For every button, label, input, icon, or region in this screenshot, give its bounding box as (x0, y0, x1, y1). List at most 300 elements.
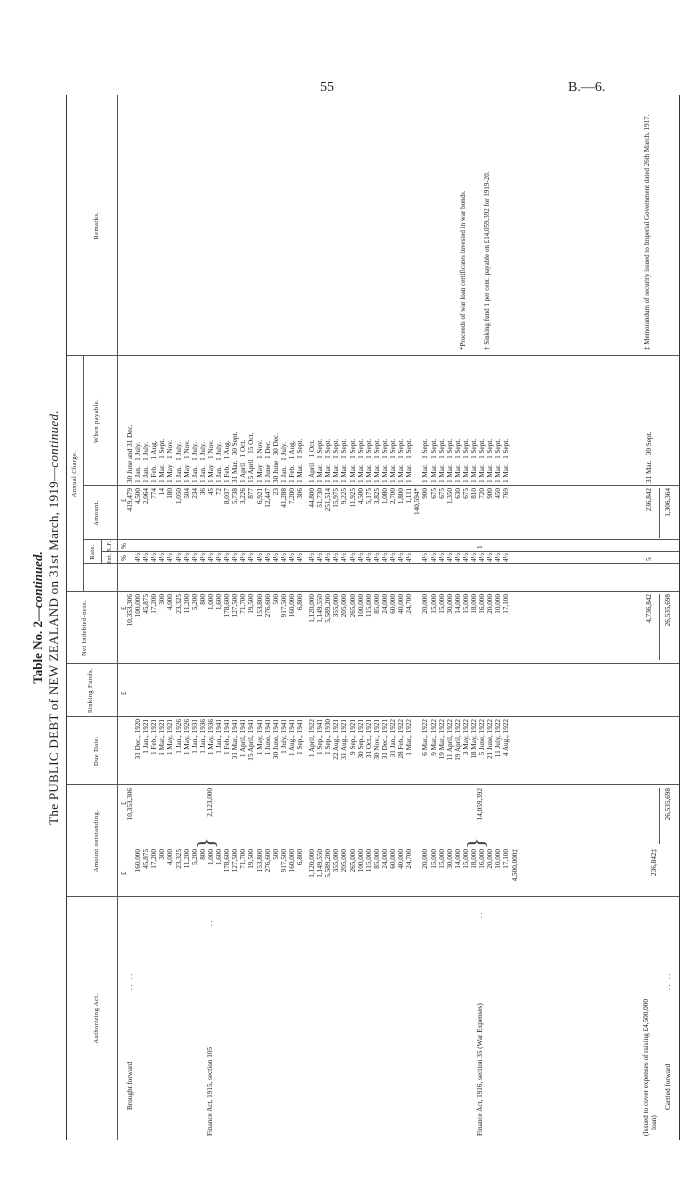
row-when-payable: 1 Mar. 1 Sept. (340, 438, 349, 483)
row-net-indebtedness: 800 (198, 594, 207, 605)
row-net-indebtedness: 60,000 (389, 594, 397, 614)
row-interest-rate: 4½ (158, 553, 167, 562)
row-when-payable: 1 May 1 Nov. (206, 439, 215, 483)
issued-row-charge: 236,842 (645, 488, 653, 512)
row-when-payable: 1 Mar. 1 Sept. (461, 438, 470, 483)
row-interest-rate: 4½ (223, 553, 232, 562)
row-when-payable: 1 Mar. 1 Sept. (324, 438, 333, 483)
row-annual-amount: 504 (182, 488, 191, 499)
row-amount-outstanding: 15,000 (437, 849, 446, 869)
header-remarks: Remarks. (93, 211, 100, 240)
row-interest-rate: 4½ (340, 553, 349, 562)
row-due-date: 1 July, 1941 (279, 719, 288, 754)
row-when-payable: 1 Mar. 1 Sept. (421, 438, 430, 483)
total-rule (659, 594, 660, 660)
rate-rule (101, 540, 102, 564)
row-net-indebtedness: 127,500 (231, 594, 240, 618)
row-net-indebtedness: 5,589,200 (324, 594, 333, 623)
row-due-date: 1 Jan., 1926 (174, 719, 183, 754)
row-when-payable: 1 Jan. 1 July. (198, 442, 207, 483)
group1-label: Finance Act, 1915, section 105 (206, 1046, 214, 1136)
remark-war-loan: *Proceeds of war loan certificates invested in war bonds. (459, 190, 467, 350)
row-interest-rate: 4½ (308, 553, 316, 562)
header-rule (117, 95, 118, 1140)
row-when-payable: 1 Mar. 1 Sept. (296, 438, 304, 483)
row-due-date: 31 Mar., 1941 (231, 719, 240, 760)
debt-table (66, 95, 680, 1140)
row-net-indebtedness: 5,200 (190, 594, 199, 611)
row-net-indebtedness: 10,000 (494, 594, 503, 614)
row-annual-amount: 44,800 (308, 488, 316, 508)
group2-label: Finance Act, 1916, section 35 (War Expenses) (476, 1003, 484, 1136)
row-when-payable: 1 Mar. 1 Sept. (502, 438, 511, 483)
row-interest-rate: 4½ (296, 553, 304, 562)
row-amount-outstanding: 16,000 (478, 849, 487, 869)
row-net-indebtedness: 24,000 (380, 594, 389, 614)
page-number: 55 (320, 80, 334, 95)
row-when-payable: 1 Jan. 1 July. (279, 442, 288, 483)
row-when-payable: 1 April 1 Oct. (308, 439, 316, 483)
row-annual-amount: 1,350 (445, 488, 454, 505)
row-interest-rate: 4½ (271, 553, 280, 562)
row-interest-rate: 4½ (429, 553, 438, 562)
issued-row-when: 31 Mar. 30 Sept. (645, 431, 653, 483)
row-amount-outstanding: 10,000 (494, 849, 503, 869)
row-annual-amount: 1,050 (174, 488, 183, 505)
header-rate: Rate. (89, 544, 96, 560)
row-amount-outstanding: 153,800 (255, 849, 264, 873)
row-when-payable: 1 Mar. 1 Sept. (332, 438, 341, 483)
row-due-date: 19 Mar., 1922 (437, 719, 446, 760)
row-net-indebtedness: 20,000 (486, 594, 495, 614)
row-interest-rate: 4½ (348, 553, 357, 562)
row-amount-outstanding: 276,600 (263, 849, 272, 873)
row-when-payable: 1 Mar. 1 Sept. (316, 438, 325, 483)
row-amount-outstanding: 6,800 (296, 849, 304, 866)
row-when-payable: 1 Feb. 1 Aug. (150, 440, 159, 483)
row-net-indebtedness: 1,120,000 (308, 594, 316, 623)
row-annual-amount: 675 (461, 488, 470, 499)
row-due-date: 1 May, 1936 (206, 719, 215, 756)
row-net-indebtedness: 178,600 (223, 594, 232, 618)
table-title (30, 95, 46, 1140)
row-when-payable: 1 Mar. 1 Sept. (397, 438, 406, 483)
row-annual-amount: 675 (429, 488, 438, 499)
row-annual-amount: 5,175 (364, 488, 373, 505)
row-interest-rate: 4½ (174, 553, 183, 562)
row-annual-amount: 2,700 (389, 488, 397, 505)
row-due-date: 1 Feb., 1921 (150, 719, 159, 755)
row-annual-amount: 51,730 (316, 488, 325, 508)
row-annual-amount: 36 (198, 488, 207, 496)
unit-pound: £ (120, 801, 128, 805)
row-when-payable: 1 Mar. 1 Sept. (372, 438, 381, 483)
unit-percent: % (120, 543, 128, 549)
row-amount-outstanding: 71,700 (239, 849, 248, 869)
row-due-date: 30 Sep., 1921 (356, 719, 365, 759)
carried-forward-label: Carried forward (664, 1063, 672, 1110)
col-divider (67, 591, 679, 592)
annual-charge-rule (83, 356, 84, 592)
row-net-indebtedness: 115,000 (364, 594, 373, 618)
group2-subtotal: 14,059,392 (476, 788, 484, 821)
row-interest-rate: 4½ (364, 553, 373, 562)
row-net-indebtedness: 85,000 (372, 594, 381, 614)
row-annual-amount: 5,738 (231, 488, 240, 505)
row-due-date: 1 May, 1941 (255, 719, 264, 756)
row-due-date: 22 Aug., 1921 (332, 719, 341, 760)
row-interest-rate: 4½ (239, 553, 248, 562)
row-interest-rate: 4½ (461, 553, 470, 562)
total-rule (659, 788, 660, 844)
row-interest-rate: 4½ (182, 553, 191, 562)
row-annual-amount: 8,037 (223, 488, 232, 505)
row-annual-amount: 769 (502, 488, 511, 499)
row-when-payable: 1 Mar. 1 Sept. (380, 438, 389, 483)
row-annual-amount: 3,226 (239, 488, 248, 505)
unit-percent: % (120, 555, 128, 561)
row-interest-rate: 4½ (150, 553, 159, 562)
row-annual-amount: 900 (421, 488, 430, 499)
header-sinking-funds: Sinking Funds. (87, 668, 94, 713)
row-annual-amount: 2,064 (142, 488, 151, 505)
row-annual-amount: 810 (470, 488, 478, 499)
row-amount-outstanding: 60,000 (389, 849, 397, 869)
row-annual-amount: 180 (166, 488, 175, 499)
row-amount-outstanding: 20,000 (421, 849, 430, 869)
row-due-date: 1 May, 1921 (166, 719, 175, 756)
col-divider (67, 663, 679, 664)
row-net-indebtedness: 17,200 (150, 594, 159, 614)
row-interest-rate: 4½ (263, 553, 272, 562)
row-due-date: 1 May, 1926 (182, 719, 191, 756)
row-when-payable: 1 Mar. 1 Sept. (453, 438, 462, 483)
row-net-indebtedness: 19,500 (247, 594, 256, 614)
row-amount-outstanding: 355,000 (332, 849, 341, 873)
row-amount-outstanding: 11,200 (182, 849, 191, 869)
group2-dots: . . (476, 912, 484, 918)
row-when-payable: 1 Feb. 1 Aug. (223, 440, 232, 483)
row-net-indebtedness: 4,000 (166, 594, 175, 611)
row-due-date: 3 May, 1922 (461, 719, 470, 756)
row-annual-amount: 1,080 (380, 488, 389, 505)
row-annual-amount: 11,925 (348, 488, 357, 508)
row-annual-amount: 251,514 (324, 488, 333, 512)
row-annual-amount: 3,825 (372, 488, 381, 505)
row-interest-rate: 4½ (372, 553, 381, 562)
row-interest-rate: 4½ (486, 553, 495, 562)
row-net-indebtedness: 1,000 (206, 594, 215, 611)
row-annual-amount: 877 (247, 488, 256, 499)
row-due-date: 11 April, 1922 (445, 719, 454, 761)
row-due-date: 18 May, 1922 (470, 719, 478, 759)
row-interest-rate: 4½ (206, 553, 215, 562)
issued-row-amount: 236,842‡ (650, 849, 658, 876)
row-net-indebtedness: 71,700 (239, 594, 248, 614)
row-amount-outstanding: 40,000 (397, 849, 406, 869)
row-interest-rate: 4½ (502, 553, 511, 562)
row-due-date: 1 June, 1941 (263, 719, 272, 756)
row-amount-outstanding: 19,500 (247, 849, 256, 869)
brought-forward-net: 10,353,306 (126, 594, 134, 627)
row-annual-amount: 306 (296, 488, 304, 499)
row-amount-outstanding: 115,000 (364, 849, 373, 873)
col-divider (67, 355, 679, 356)
group2-brace: } (464, 837, 490, 849)
row-due-date: 11 July, 1922 (494, 719, 503, 758)
issued-row-net: 4,736,842 (645, 594, 653, 623)
row-amount-outstanding: 160,000 (287, 849, 296, 873)
row-net-indebtedness: 205,000 (340, 594, 349, 618)
header-due-date: Due Date. (93, 736, 100, 766)
row-interest-rate: 4½ (231, 553, 240, 562)
carried-forward-net: 26,535,698 (664, 594, 672, 627)
row-amount-outstanding: 500 (271, 849, 280, 860)
col-divider (67, 896, 679, 897)
row-interest-rate: 4½ (287, 553, 296, 562)
unit-pound: £ (120, 871, 128, 875)
row-amount-outstanding: 100,000 (356, 849, 365, 873)
remark-sinking-fund: † Sinking fund 1 per cent. payable on £14,059,392 for 1919-20. (483, 171, 491, 350)
row-interest-rate: 4½ (142, 553, 151, 562)
row-amount-outstanding: 5,589,200 (324, 849, 333, 878)
row-net-indebtedness: 15,000 (437, 594, 446, 614)
row-net-indebtedness: 355,000 (332, 594, 341, 618)
header-amount: Amount. (93, 500, 100, 526)
group2-sinking-rate: 1 (476, 545, 484, 549)
row-due-date: 1 Aug., 1941 (287, 719, 296, 757)
row-when-payable: 1 Jan. 1 July. (134, 442, 142, 483)
row-due-date: 1 Feb., 1941 (223, 719, 232, 755)
row-net-indebtedness: 160,000 (287, 594, 296, 618)
header-when-payable: When payable. (93, 398, 100, 444)
row-when-payable: 30 June 30 Dec. (271, 433, 280, 483)
header-net-indebtedness: Net Indebted-ness. (81, 600, 88, 656)
group1-subtotal: 2,123,000 (206, 788, 214, 817)
brought-forward-total: 10,353,306 (126, 788, 134, 821)
row-annual-amount: 630 (453, 488, 462, 499)
row-amount-outstanding: 1,120,000 (308, 849, 316, 878)
row-net-indebtedness: 40,000 (397, 594, 406, 614)
row-interest-rate: 4½ (247, 553, 256, 562)
row-annual-amount: 23 (271, 488, 280, 496)
row-annual-amount: 12,447 (263, 488, 272, 508)
row-net-indebtedness: 917,500 (279, 594, 288, 618)
row-when-payable: 1 Mar. 1 Sept. (429, 438, 438, 483)
row-due-date: 31 Dec., 1921 (380, 719, 389, 760)
row-due-date: 9 Mar., 1922 (429, 719, 438, 756)
carried-forward-dots: . . . . (664, 973, 672, 990)
row-interest-rate: 4½ (389, 553, 397, 562)
row-annual-amount: 6,921 (255, 488, 264, 505)
row-when-payable: 1 May 1 Nov. (182, 439, 191, 483)
row-interest-rate: 4½ (397, 553, 406, 562)
row-amount-outstanding: 23,325 (174, 849, 183, 869)
remark-memorandum: ‡ Memorandum of security issued to Imperial Government dated 26th March, 1917. (643, 114, 651, 350)
row-due-date: 1 April, 1941 (239, 719, 248, 758)
row-due-date: 9 Sep., 1921 (348, 719, 357, 755)
row-net-indebtedness: 11,200 (182, 594, 191, 614)
row-due-date: 28 Feb., 1922 (397, 719, 406, 759)
row-amount-outstanding: 5,200 (190, 849, 199, 866)
col-divider (67, 784, 679, 785)
row-annual-amount: 900 (486, 488, 495, 499)
row-due-date: 1 Mar., 1922 (405, 719, 414, 756)
unit-pound: £ (120, 691, 128, 695)
row-due-date: 15 April, 1941 (247, 719, 256, 761)
row-due-date: 1 Mar., 1921 (158, 719, 167, 756)
row-net-indebtedness: 265,000 (348, 594, 357, 618)
row-amount-outstanding: 160,000 (134, 849, 142, 873)
row-amount-outstanding: 15,000 (461, 849, 470, 869)
row-when-payable: 1 Jan. 1 July. (174, 442, 183, 483)
row-amount-outstanding: 917,500 (279, 849, 288, 873)
brought-forward-dots: . . . . (126, 973, 134, 990)
row-net-indebtedness: 17,100 (502, 594, 511, 614)
row-net-indebtedness: 100,000 (356, 594, 365, 618)
row-interest-rate: 4½ (190, 553, 199, 562)
rotated-table (30, 95, 680, 1140)
header-rate-sf: S.F. (106, 540, 113, 552)
row-due-date: 1 Sep., 1941 (316, 719, 325, 755)
unit-pound: £ (120, 606, 128, 610)
row-interest-rate: 4½ (255, 553, 264, 562)
row-annual-amount: 450 (494, 488, 503, 499)
issued-row-label-2: loan) (650, 1115, 658, 1130)
row-amount-outstanding: 4,500,000‡ (510, 849, 519, 882)
row-net-indebtedness: 30,000 (445, 594, 454, 614)
row-interest-rate: 4½ (470, 553, 478, 562)
rotated-table-wrapper (30, 95, 680, 1140)
row-amount-outstanding: 1,600 (215, 849, 223, 866)
row-when-payable: 1 Mar. 1 Sept. (470, 438, 478, 483)
table-subtitle-suffix: continued. (46, 410, 61, 468)
row-interest-rate: 4½ (437, 553, 446, 562)
row-interest-rate: 4½ (421, 553, 430, 562)
table-subtitle (46, 95, 62, 1140)
row-when-payable: 1 Jan. 1 July. (215, 442, 223, 483)
row-net-indebtedness: 16,000 (478, 594, 487, 614)
row-due-date: 1 Jan., 1931 (190, 719, 199, 754)
row-interest-rate: 4½ (453, 553, 462, 562)
row-when-payable: 1 Mar. 1 Sept. (437, 438, 446, 483)
row-amount-outstanding: 300 (158, 849, 167, 860)
total-rule (659, 488, 660, 538)
row-amount-outstanding: 85,000 (372, 849, 381, 869)
row-amount-outstanding: 14,000 (453, 849, 462, 869)
row-when-payable: 1 Mar. 1 Sept. (486, 438, 495, 483)
row-net-indebtedness: 300 (158, 594, 167, 605)
row-net-indebtedness: 100,000 (134, 594, 142, 618)
row-net-indebtedness: 23,325 (174, 594, 183, 614)
unit-pound: £ (120, 498, 128, 502)
header-rate-int: Int. (106, 552, 113, 564)
carried-forward-charge: 1,306,364 (664, 488, 672, 517)
row-annual-amount: 720 (478, 488, 487, 499)
row-interest-rate: 4½ (356, 553, 365, 562)
row-annual-amount: 41,288 (279, 488, 288, 508)
header-authorizing-act: Authorizing Act. (93, 993, 100, 1044)
header-amount-outstanding: Amount outstanding. (93, 809, 100, 873)
row-annual-amount: 774 (150, 488, 159, 499)
row-when-payable: 1 Mar. 1 Sept. (445, 438, 454, 483)
header-annual-charge: Annual Charge. (71, 450, 78, 498)
row-amount-outstanding: 205,000 (340, 849, 349, 873)
row-net-indebtedness: 15,000 (461, 594, 470, 614)
row-when-payable: 1 Mar. 1 Sept. (405, 438, 414, 483)
row-amount-outstanding: 15,000 (429, 849, 438, 869)
row-when-payable: 1 May 1 Nov. (255, 439, 264, 483)
row-when-payable: 1 Mar. 1 Sept. (389, 438, 397, 483)
brought-forward-charge: 419,479 (126, 488, 134, 512)
row-when-payable: 31 Mar. 30 Sept. (231, 431, 240, 483)
row-amount-outstanding: 800 (198, 849, 207, 860)
row-when-payable: 1 Mar. 1 Sept. (364, 438, 373, 483)
row-interest-rate: 4½ (494, 553, 503, 562)
row-when-payable: 1 Mar. 1 Sept. (158, 438, 167, 483)
row-when-payable: 1 May 1 Nov. (166, 439, 175, 483)
row-annual-amount: 72 (215, 488, 223, 496)
carried-forward-total: 26,535,698 (664, 788, 672, 821)
row-annual-amount: 7,200 (287, 488, 296, 505)
row-when-payable: 1 Mar. 1 Sept. (348, 438, 357, 483)
row-due-date: 6 Mar., 1922 (421, 719, 430, 756)
row-annual-amount: 4,500 (134, 488, 142, 505)
row-annual-amount: 45 (206, 488, 215, 496)
col-divider (83, 485, 679, 486)
row-amount-outstanding: 265,000 (348, 849, 357, 873)
row-interest-rate: 4½ (166, 553, 175, 562)
issued-row-label-1: (Issued to cover expenses of raising £4,500,000 (642, 999, 650, 1136)
row-annual-amount: 675 (437, 488, 446, 499)
row-net-indebtedness: 500 (271, 594, 280, 605)
row-due-date: 5 June, 1922 (478, 719, 487, 756)
row-net-indebtedness: 276,600 (263, 594, 272, 618)
row-annual-amount: 15,975 (332, 488, 341, 508)
row-net-indebtedness: 45,875 (142, 594, 151, 614)
row-when-payable: 1 June 1 Dec. (263, 440, 272, 483)
table-title-prefix: Table No. 2— (30, 608, 45, 684)
row-due-date: 19 April, 1922 (453, 719, 462, 761)
row-due-date: 31 Dec., 1920 (134, 719, 142, 760)
row-annual-amount: 4,500 (356, 488, 365, 505)
row-amount-outstanding: 1,000 (206, 849, 215, 866)
col-divider (67, 716, 679, 717)
group1-dots: . . (206, 920, 214, 926)
row-net-indebtedness: 20,000 (421, 594, 430, 614)
row-due-date: 31 Aug., 1921 (340, 719, 349, 760)
row-net-indebtedness: 1,149,550 (316, 594, 325, 623)
row-due-date: 1 Jan., 1936 (198, 719, 207, 754)
table-title-suffix: continued. (30, 551, 45, 608)
row-interest-rate: 4½ (316, 553, 325, 562)
brought-forward-when: 30 June and 31 Dec. (126, 424, 134, 483)
row-due-date: 4 Aug., 1922 (502, 719, 511, 757)
row-amount-outstanding: 1,149,550 (316, 849, 325, 878)
row-interest-rate: 4½ (324, 553, 333, 562)
row-net-indebtedness: 6,800 (296, 594, 304, 611)
table-subtitle-main: The PUBLIC DEBT of NEW ZEALAND on 31st March, 1919— (46, 467, 61, 825)
row-due-date: 31 Jan., 1922 (389, 719, 397, 758)
row-interest-rate: 4½ (215, 553, 223, 562)
row-interest-rate: 4½ (445, 553, 454, 562)
row-net-indebtedness: 18,000 (470, 594, 478, 614)
row-amount-outstanding: 30,000 (445, 849, 454, 869)
row-net-indebtedness: 24,700 (405, 594, 414, 614)
row-annual-amount: 14 (158, 488, 167, 496)
row-annual-amount: 9,225 (340, 488, 349, 505)
row-due-date: 31 Oct., 1921 (364, 719, 373, 759)
